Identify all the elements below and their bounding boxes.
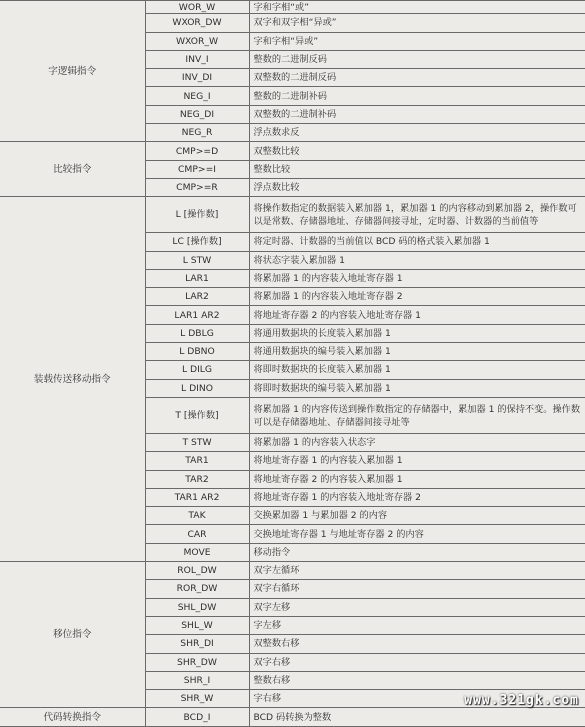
- description-cell: 将累加器 1 的内容装入地址寄存器 1: [249, 269, 585, 287]
- description-cell: 将地址寄存器 2 的内容装入累加器 1: [249, 470, 585, 488]
- instruction-cell: L [操作数]: [145, 197, 249, 233]
- table-row: [0, 142, 585, 160]
- description-cell: 浮点数求反: [249, 124, 585, 142]
- instruction-cell: TAK: [145, 507, 249, 525]
- description-cell: 双整数比较: [249, 142, 585, 160]
- instruction-cell: SHL_W: [145, 616, 249, 634]
- instruction-cell: SHR_I: [145, 671, 249, 689]
- description-cell: 将即时数据块的长度装入累加器 1: [249, 361, 585, 379]
- instruction-cell: INV_DI: [145, 69, 249, 87]
- instruction-cell: L DBNO: [145, 343, 249, 361]
- description-cell: 字和字相“或”: [249, 1, 585, 14]
- description-cell: 浮点数比较: [249, 178, 585, 196]
- description-cell: 字和字相“异或”: [249, 32, 585, 50]
- description-cell: 整数的二进制反码: [249, 50, 585, 68]
- instruction-cell: TAR1 AR2: [145, 488, 249, 506]
- instruction-cell: INV_I: [145, 50, 249, 68]
- instruction-cell: L DINO: [145, 379, 249, 397]
- instruction-cell: MOVE: [145, 543, 249, 561]
- instruction-cell: CMP>=D: [145, 142, 249, 160]
- description-cell: 移动指令: [249, 543, 585, 561]
- description-cell: 将地址寄存器 1 的内容装入地址寄存器 2: [249, 488, 585, 506]
- instruction-cell: TAR1: [145, 452, 249, 470]
- description-cell: 交换地址寄存器 1 与地址寄存器 2 的内容: [249, 525, 585, 543]
- instruction-cell: LC [操作数]: [145, 233, 249, 251]
- instruction-cell: WOR_W: [145, 1, 249, 14]
- instruction-cell: T STW: [145, 433, 249, 451]
- table-row: [0, 197, 585, 233]
- table-row: [0, 562, 585, 580]
- description-cell: 整数的二进制补码: [249, 87, 585, 105]
- instruction-cell: BCD_I: [145, 708, 249, 726]
- watermark: www.321gk.com: [464, 693, 579, 708]
- description-cell: 双字左移: [249, 598, 585, 616]
- description-cell: 将定时器、计数器的当前值以 BCD 码的格式装入累加器 1: [249, 233, 585, 251]
- description-cell: BCD 码转换为整数: [249, 708, 585, 726]
- instruction-cell: TAR2: [145, 470, 249, 488]
- description-cell: 将累加器 1 的内容装入地址寄存器 2: [249, 288, 585, 306]
- instruction-cell: CMP>=I: [145, 160, 249, 178]
- instruction-cell: LAR1 AR2: [145, 306, 249, 324]
- description-cell: 字右移: [249, 690, 585, 708]
- description-cell: 将操作数指定的数据装入累加器 1，累加器 1 的内容移动到累加器 2，操作数可以是常数、存储器地址、存储器间接寻址，定时器、计数器的当前值等: [249, 197, 585, 233]
- description-cell: 字左移: [249, 616, 585, 634]
- description-cell: 将即时数据块的编号装入累加器 1: [249, 379, 585, 397]
- description-cell: 将地址寄存器 1 的内容装入累加器 1: [249, 452, 585, 470]
- instruction-cell: L DBLG: [145, 324, 249, 342]
- description-cell: 将通用数据块的长度装入累加器 1: [249, 324, 585, 342]
- instruction-cell: SHR_W: [145, 690, 249, 708]
- category-cell: 比较指令: [0, 142, 145, 197]
- instruction-cell: CMP>=R: [145, 178, 249, 196]
- instruction-cell: NEG_I: [145, 87, 249, 105]
- table-row: [0, 1, 585, 14]
- instruction-cell: ROR_DW: [145, 580, 249, 598]
- category-cell: 字逻辑指令: [0, 1, 145, 142]
- description-cell: 将累加器 1 的内容传送到操作数指定的存储器中，累加器 1 的保持不变。操作数可以是存储器地址、存储器间接寻址等: [249, 397, 585, 433]
- description-cell: 整数右移: [249, 671, 585, 689]
- description-cell: 将通用数据块的编号装入累加器 1: [249, 343, 585, 361]
- instruction-cell: NEG_DI: [145, 105, 249, 123]
- instruction-cell: SHR_DI: [145, 635, 249, 653]
- instruction-cell: LAR2: [145, 288, 249, 306]
- instruction-cell: SHR_DW: [145, 653, 249, 671]
- instruction-cell: T [操作数]: [145, 397, 249, 433]
- instruction-cell: L DILG: [145, 361, 249, 379]
- instruction-cell: LAR1: [145, 269, 249, 287]
- instruction-cell: WXOR_W: [145, 32, 249, 50]
- description-cell: 双整数的二进制补码: [249, 105, 585, 123]
- instruction-cell: CAR: [145, 525, 249, 543]
- description-cell: 双字左循环: [249, 562, 585, 580]
- description-cell: 双整数右移: [249, 635, 585, 653]
- description-cell: 双字右移: [249, 653, 585, 671]
- instruction-cell: ROL_DW: [145, 562, 249, 580]
- description-cell: 将地址寄存器 2 的内容装入地址寄存器 1: [249, 306, 585, 324]
- description-cell: 交换累加器 1 与累加器 2 的内容: [249, 507, 585, 525]
- category-cell: 装载传送移动指令: [0, 197, 145, 562]
- description-cell: 双字和双字相“异或”: [249, 14, 585, 32]
- description-cell: 将累加器 1 的内容装入状态字: [249, 433, 585, 451]
- description-cell: 整数比较: [249, 160, 585, 178]
- description-cell: 双整数的二进制反码: [249, 69, 585, 87]
- instruction-cell: WXOR_DW: [145, 14, 249, 32]
- instruction-cell: L STW: [145, 251, 249, 269]
- instruction-cell: SHL_DW: [145, 598, 249, 616]
- description-cell: 双字右循环: [249, 580, 585, 598]
- category-cell: 代码转换指令: [0, 708, 145, 726]
- instruction-cell: NEG_R: [145, 124, 249, 142]
- description-cell: 将状态字装入累加器 1: [249, 251, 585, 269]
- category-cell: 移位指令: [0, 562, 145, 708]
